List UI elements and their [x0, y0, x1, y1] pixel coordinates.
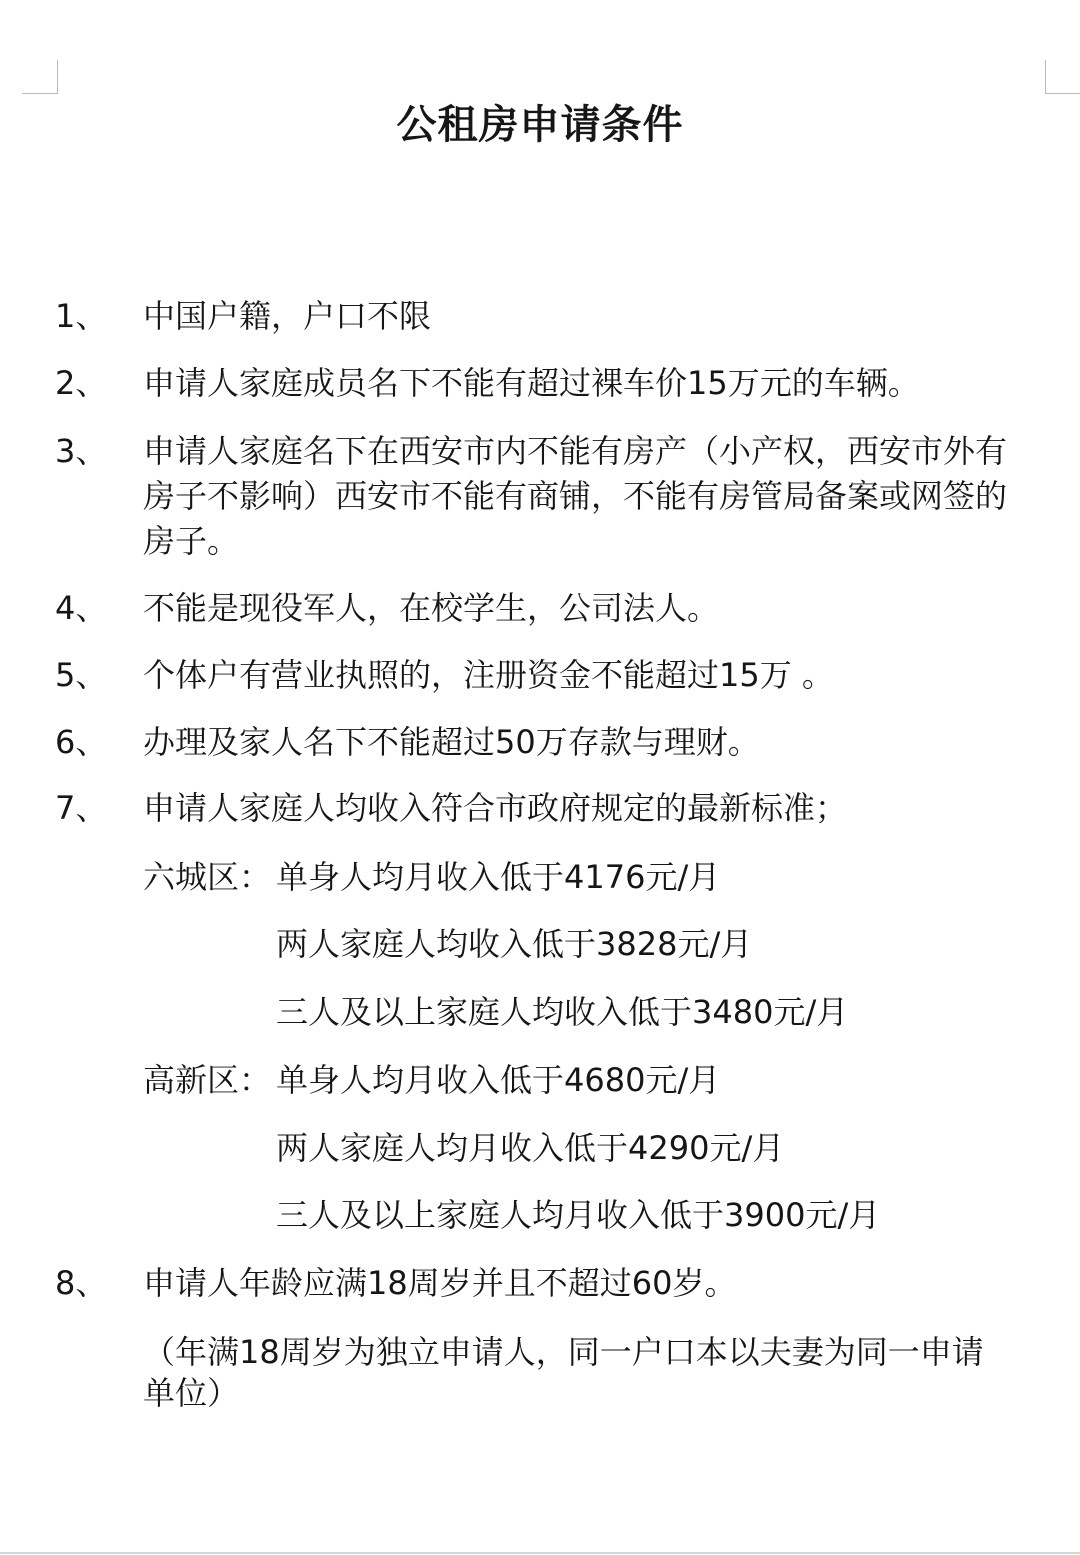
item-3-number: 3、: [55, 432, 108, 470]
item-5-number: 5、: [55, 656, 108, 694]
income-row: 三人及以上家庭人均月收入低于3900元/月: [276, 1196, 881, 1234]
district-label-gaoxinqu: 高新区：: [143, 1061, 272, 1099]
item-3-text-line-2: 房子不影响）西安市不能有商铺，不能有房管局备案或网签的: [143, 477, 1008, 515]
item-1-number: 1、: [55, 297, 108, 335]
item-2-text: 申请人家庭成员名下不能有超过裸车价15万元的车辆。: [143, 364, 920, 402]
income-row: 两人家庭人均月收入低于4290元/月: [276, 1129, 785, 1167]
item-7-text: 申请人家庭人均收入符合市政府规定的最新标准；: [143, 789, 848, 827]
crop-mark-top-right: [1045, 60, 1080, 94]
income-row: 单身人均月收入低于4176元/月: [276, 858, 721, 896]
income-row: 三人及以上家庭人均收入低于3480元/月: [276, 993, 849, 1031]
item-8-text: 申请人年龄应满18周岁并且不超过60岁。: [143, 1264, 737, 1302]
item-4-number: 4、: [55, 589, 108, 627]
item-2-number: 2、: [55, 364, 108, 402]
page-title: 公租房申请条件: [396, 102, 684, 148]
note-line-1: （年满18周岁为独立申请人，同一户口本以夫妻为同一申请: [143, 1333, 984, 1371]
item-3-text-line-1: 申请人家庭名下在西安市内不能有房产（小产权，西安市外有: [143, 432, 1008, 470]
income-row: 两人家庭人均收入低于3828元/月: [276, 925, 753, 963]
district-label-liuchengqu: 六城区：: [143, 858, 272, 896]
item-5-text: 个体户有营业执照的，注册资金不能超过15万 。: [143, 656, 834, 694]
item-6-number: 6、: [55, 723, 108, 761]
note-line-2: 单位）: [143, 1374, 240, 1412]
item-7-number: 7、: [55, 789, 108, 827]
page-bottom-edge: [0, 1552, 1080, 1554]
item-8-number: 8、: [55, 1264, 108, 1302]
item-4-text: 不能是现役军人，在校学生，公司法人。: [143, 589, 720, 627]
income-row: 单身人均月收入低于4680元/月: [276, 1061, 721, 1099]
crop-mark-top-left: [22, 60, 58, 94]
item-6-text: 办理及家人名下不能超过50万存款与理财。: [143, 723, 760, 761]
item-3-text-line-3: 房子。: [143, 522, 240, 560]
item-1-text: 中国户籍，户口不限: [143, 297, 432, 335]
